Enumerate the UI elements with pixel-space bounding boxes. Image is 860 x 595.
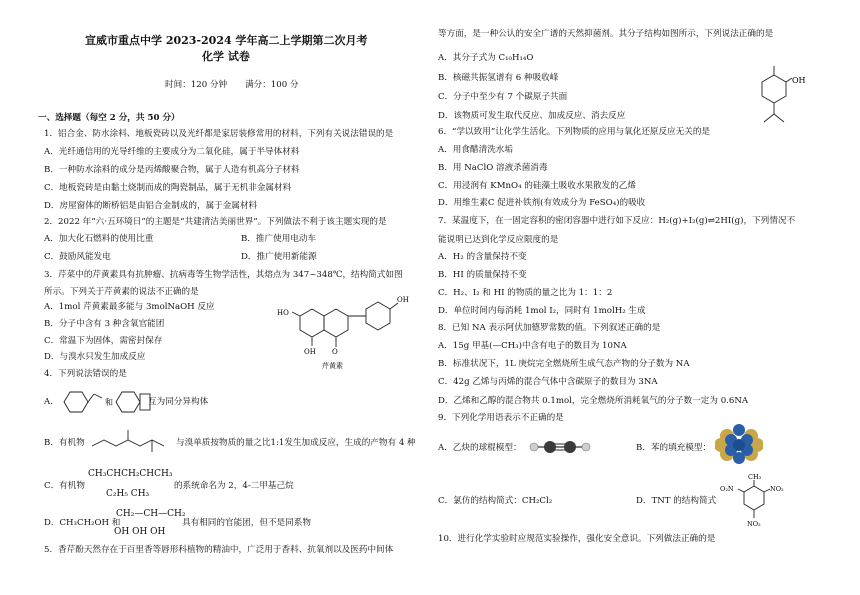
question-4-option-b-text: 与溴单质按物质的量之比1:1发生加成反应，生成的产物有 4 种 [176, 438, 416, 448]
question-4-option-d-text: 具有相同的官能团，但不是同系物 [182, 518, 311, 528]
question-5-option-c: C．分子中至少有 7 个碳原子共面 [438, 92, 568, 102]
question-1-option-b: B．一种防水涂料的成分是丙烯酸聚合物，属于人造有机高分子材料 [44, 165, 300, 175]
tnt-no2-right-label: NO₂ [770, 485, 784, 493]
question-4-option-c-formula-bottom: C₂H₅ CH₃ [106, 489, 150, 499]
question-6-stem: 6．“学以致用”让化学生活化。下列物质的应用与氧化还原反应无关的是 [438, 127, 711, 137]
question-7-option-c: C．H₂、I₂ 和 HI 的物质的量之比为 1：1：2 [438, 288, 613, 298]
question-3-option-a: A．1mol 芹黄素最多能与 3molNaOH 反应 [44, 302, 215, 312]
benzene-space-filling-model [715, 424, 763, 466]
question-9-option-b: B．苯的填充模型： [636, 443, 712, 453]
question-4-option-c-formula-top: CH₃CHCH₂CHCH₃ [88, 469, 173, 479]
question-3-option-b: B．分子中含有 3 种含氧官能团 [44, 319, 165, 329]
question-7-stem-line1: 7．某温度下，在一固定容积的密闭容器中进行如下反应：H₂(g)+I₂(g)⇌2HI(g)，下列情况不 [438, 216, 796, 226]
question-5-stem-line2: 等方面，是一种公认的安全广谱的天然抑菌剂。其分子结构如图所示，下列说法正确的是 [438, 29, 774, 39]
question-5-option-a: A．其分子式为 C₁₀H₁₄O [438, 53, 534, 63]
question-5-stem-line1: 5．香芹酚天然存在于百里香等唇形科植物的精油中，广泛用于香料、抗氧剂以及医药中间体 [44, 545, 394, 555]
section-heading: 一、选择题（每空 2 分，共 50 分） [38, 113, 180, 123]
apigenin-oh-top-label: OH [397, 296, 409, 304]
acetylene-ball-stick-model [526, 436, 594, 458]
question-1-option-d: D．房屋窗体的断桥铝是由铝合金制成的，属于金属材料 [44, 201, 258, 211]
question-7-stem-line2: 能说明已达到化学反应限度的是 [438, 235, 559, 245]
apigenin-caption: 芹黄素 [322, 362, 343, 370]
question-9-option-c: C．氯仿的结构简式：CH₂Cl₂ [438, 496, 553, 506]
question-4-option-a-text: 互为同分异构体 [148, 397, 209, 407]
question-6-option-b: B．用 NaClO 溶液杀菌消毒 [438, 163, 548, 173]
apigenin-ho-label: HO [277, 309, 289, 317]
question-1-stem: 1．铝合金、防水涂料、地板瓷砖以及光纤都是家居装修常用的材料，下列有关说法错误的是 [44, 129, 394, 139]
styrene-structure-figure [58, 386, 156, 418]
question-7-option-b: B．HI 的质量保持不变 [438, 270, 527, 280]
question-8-option-d: D．乙烯和乙醇的混合物共 0.1mol，完全燃烧所消耗氧气的分子数一定为 0.6NA [438, 396, 749, 406]
question-2-option-b: B．推广使用电动车 [241, 234, 317, 244]
question-4-option-d-prefix: D．CH₃CH₂OH 和 [44, 518, 121, 528]
question-9-stem: 9．下列化学用语表示不正确的是 [438, 413, 564, 423]
question-4-option-d-formula-bottom: OH OH OH [114, 527, 166, 537]
question-4-option-a-label: A． [44, 397, 59, 407]
exam-subtitle: 化学 试卷 [202, 50, 250, 63]
question-3-option-c: C．常温下为固体，需密封保存 [44, 336, 163, 346]
question-5-option-d: D．该物质可发生取代反应、加成反应、消去反应 [438, 111, 626, 121]
tnt-o2n-label: O₂N [720, 485, 734, 493]
question-9-option-a: A．乙炔的球棍模型： [438, 443, 522, 453]
question-8-option-a: A．15g 甲基(—CH₃)中含有电子的数目为 10NA [438, 341, 627, 351]
exam-score: 满分：100 分 [245, 80, 299, 90]
question-1-option-c: C．地板瓷砖是由黏土烧制而成的陶瓷制品，属于无机非金属材料 [44, 183, 292, 193]
tnt-structure-figure [720, 470, 800, 532]
apigenin-oh-bottom-label: OH [304, 348, 316, 356]
carvacrol-structure-figure [748, 64, 812, 132]
question-2-option-c: C．鼓励风能发电 [44, 252, 111, 262]
question-8-option-b: B．标准状况下，1L 庚烷完全燃烧所生成气态产物的分子数为 NA [438, 359, 690, 369]
question-10-stem: 10．进行化学实验时应规范实验操作，强化安全意识。下列做法正确的是 [438, 534, 716, 544]
question-6-option-d: D．用维生素C 促进补铁剂(有效成分为 FeSO₄)的吸收 [438, 198, 646, 208]
question-2-stem: 2．2022 年“六·五环境日”的主题是“共建清洁美丽世界”。下列做法不利于该主题实现的是 [44, 217, 387, 227]
question-8-option-c: C．42g 乙烯与丙烯的混合气体中含碳原子的数目为 3NA [438, 377, 658, 387]
apigenin-structure-figure [270, 292, 420, 370]
question-7-option-d: D．单位时间内每消耗 1mol I₂，同时有 1molH₂ 生成 [438, 306, 646, 316]
exam-time: 时间：120 分钟 [165, 80, 228, 90]
question-5-option-b: B．核磁共振氢谱有 6 种吸收峰 [438, 73, 559, 83]
question-8-stem: 8．已知 NA 表示阿伏加德罗常数的值。下列叙述正确的是 [438, 323, 661, 333]
question-2-option-d: D．推广使用新能源 [241, 252, 317, 262]
question-4-option-c-prefix: C．有机物 [44, 481, 85, 491]
exam-title: 宣威市重点中学 2023-2024 学年高二上学期第二次月考 [85, 34, 368, 47]
carvacrol-oh-label: OH [792, 76, 806, 85]
styrene-and-symbol: 和 [105, 398, 113, 407]
question-6-option-a: A．用食醋清洗水垢 [438, 145, 513, 155]
apigenin-o-label: O [332, 348, 338, 356]
tnt-no2-bottom-label: NO₂ [747, 520, 761, 528]
question-4-option-c-text: 的系统命名为 2，4-二甲基己烷 [174, 481, 294, 491]
question-2-option-a: A．加大化石燃料的使用比重 [44, 234, 154, 244]
question-4-stem: 4．下列说法错误的是 [44, 369, 127, 379]
question-4-option-d-formula-top: CH₂—CH—CH₂ [116, 509, 186, 519]
question-1-option-a: A．光纤通信用的光导纤维的主要成分为二氧化硅，属于半导体材料 [44, 147, 300, 157]
tnt-ch3-label: CH₃ [748, 473, 762, 481]
question-3-stem-line2: 所示。下列关于芹黄素的说法不正确的是 [44, 287, 199, 297]
question-4-option-b-prefix: B．有机物 [44, 438, 85, 448]
question-6-option-c: C．用浸润有 KMnO₄ 的硅藻土吸收水果散发的乙烯 [438, 181, 636, 191]
question-9-option-d: D．TNT 的结构简式 [636, 496, 717, 506]
diene-structure-figure [90, 422, 176, 456]
question-3-stem-line1: 3．芹菜中的芹黄素具有抗肿瘤、抗病毒等生物学活性，其熔点为 347~348℃，结构简式如图 [44, 270, 403, 280]
question-3-option-d: D．与溴水只发生加成反应 [44, 352, 146, 362]
question-7-option-a: A．H₂ 的含量保持不变 [438, 252, 527, 262]
